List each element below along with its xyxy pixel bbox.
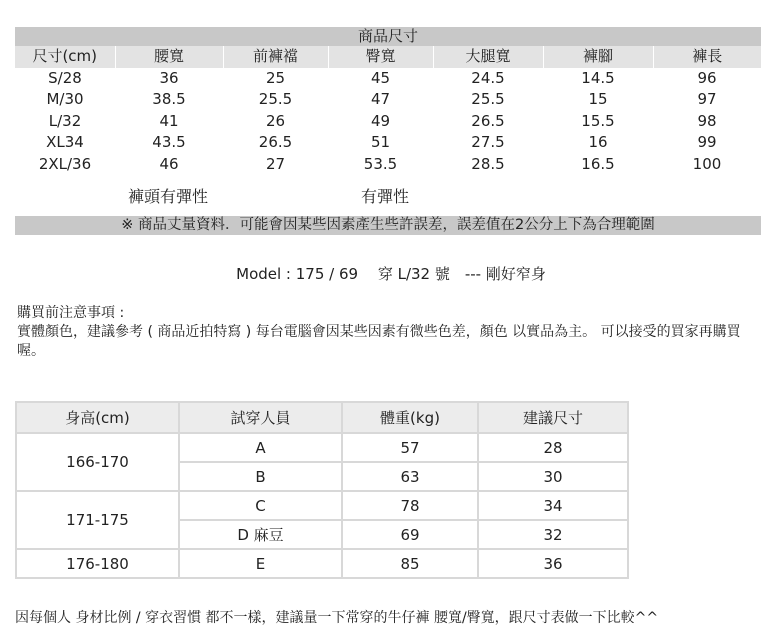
table-cell: 41 (159, 111, 179, 130)
purchase-notice (17, 304, 767, 361)
table-cell: 26 (265, 111, 286, 130)
table-cell: 69 (342, 520, 478, 549)
table-cell: 85 (342, 549, 478, 578)
table-row (15, 154, 761, 176)
purchase-notice-heading: 購買前注意事項 : (17, 305, 125, 321)
fit-table (15, 401, 629, 579)
table-row (15, 68, 761, 90)
waist-stretch-note: 褲頭有彈性 (128, 187, 209, 206)
table-cell: M/30 (46, 90, 84, 109)
column-header: 試穿人員 (179, 402, 342, 433)
purchase-notice-body: 實體顏色，建議參考 ( 商品近拍特寫 ) 每台電腦會因某些因素有微些色差，顏色 以實品為主。 可以接受的買家再購買喔。 (17, 324, 741, 359)
table-cell: L/32 (48, 111, 82, 130)
table-cell: 98 (697, 111, 717, 130)
table-cell: 36 (159, 68, 179, 87)
size-chart-table (15, 46, 761, 175)
table-cell: 25.5 (471, 90, 505, 109)
table-cell: C (179, 491, 342, 520)
table-cell: XL34 (46, 133, 84, 152)
table-cell: 96 (697, 68, 717, 87)
table-cell: 99 (697, 133, 717, 152)
height-group-cell: 176-180 (16, 549, 179, 578)
table-cell: 15 (588, 90, 608, 109)
table-cell: 28 (478, 433, 628, 462)
table-cell: 38.5 (152, 90, 186, 109)
table-cell: 2XL/36 (38, 154, 92, 173)
table-cell: 14.5 (581, 68, 615, 87)
table-cell: 26.5 (258, 133, 293, 152)
column-header: 臀寬 (328, 46, 433, 68)
table-cell: 26.5 (471, 111, 505, 130)
column-header: 褲長 (653, 46, 761, 68)
table-row (15, 111, 761, 133)
column-header: 建議尺寸 (478, 402, 628, 433)
table-row (15, 89, 761, 111)
table-row (16, 549, 628, 578)
table-cell: B (179, 462, 342, 491)
table-cell: 49 (370, 111, 391, 130)
size-chart-header-row (15, 46, 761, 68)
table-cell: A (179, 433, 342, 462)
footer-note: 因每個人 身材比例 / 穿衣習慣 都不一樣，建議量一下常穿的牛仔褲 腰寬/臀寬，跟尺寸表做一下比較^^ (15, 610, 659, 626)
column-header: 腰寬 (115, 46, 223, 68)
table-cell: 28.5 (471, 154, 505, 173)
model-info: Model : 175 / 69 穿 L/32 號 --- 剛好窄身 (236, 265, 546, 283)
table-cell: 43.5 (152, 133, 186, 152)
table-cell: 27 (265, 154, 286, 173)
table-cell: 100 (692, 154, 722, 173)
column-header: 前褲襠 (223, 46, 328, 68)
table-cell: 30 (478, 462, 628, 491)
table-cell: 16.5 (581, 154, 615, 173)
table-row (15, 132, 761, 154)
table-cell: 63 (342, 462, 478, 491)
table-cell: 47 (370, 90, 391, 109)
table-cell: S/28 (48, 68, 82, 87)
table-cell: 53.5 (363, 154, 398, 173)
table-cell: 15.5 (581, 111, 615, 130)
fit-table-header-row (16, 402, 628, 433)
height-group-cell: 166-170 (16, 433, 179, 491)
table-cell: 32 (478, 520, 628, 549)
table-cell: 78 (342, 491, 478, 520)
size-chart-title: 商品尺寸 (15, 27, 761, 46)
table-cell: 45 (370, 68, 391, 87)
height-group-cell: 171-175 (16, 491, 179, 549)
table-row (16, 491, 628, 520)
table-cell: 24.5 (471, 68, 505, 87)
table-cell: 27.5 (471, 133, 505, 152)
table-cell: 25.5 (258, 90, 293, 109)
table-cell: 97 (697, 90, 717, 109)
column-header: 尺寸(cm) (15, 46, 115, 68)
measurement-note: ※ 商品丈量資料．可能會因某些因素產生些許誤差，誤差值在2公分上下為合理範圍 (15, 216, 761, 235)
table-cell: 34 (478, 491, 628, 520)
hip-stretch-note: 有彈性 (361, 187, 410, 206)
table-cell: D 麻豆 (179, 520, 342, 549)
table-cell: 25 (265, 68, 286, 87)
table-cell: 57 (342, 433, 478, 462)
column-header: 褲腳 (543, 46, 653, 68)
column-header: 大腿寬 (433, 46, 543, 68)
table-cell: 51 (370, 133, 391, 152)
column-header: 體重(kg) (342, 402, 478, 433)
table-row (16, 433, 628, 462)
table-cell: 36 (478, 549, 628, 578)
column-header: 身高(cm) (16, 402, 179, 433)
table-cell: 16 (588, 133, 608, 152)
table-cell: E (179, 549, 342, 578)
table-cell: 46 (159, 154, 179, 173)
